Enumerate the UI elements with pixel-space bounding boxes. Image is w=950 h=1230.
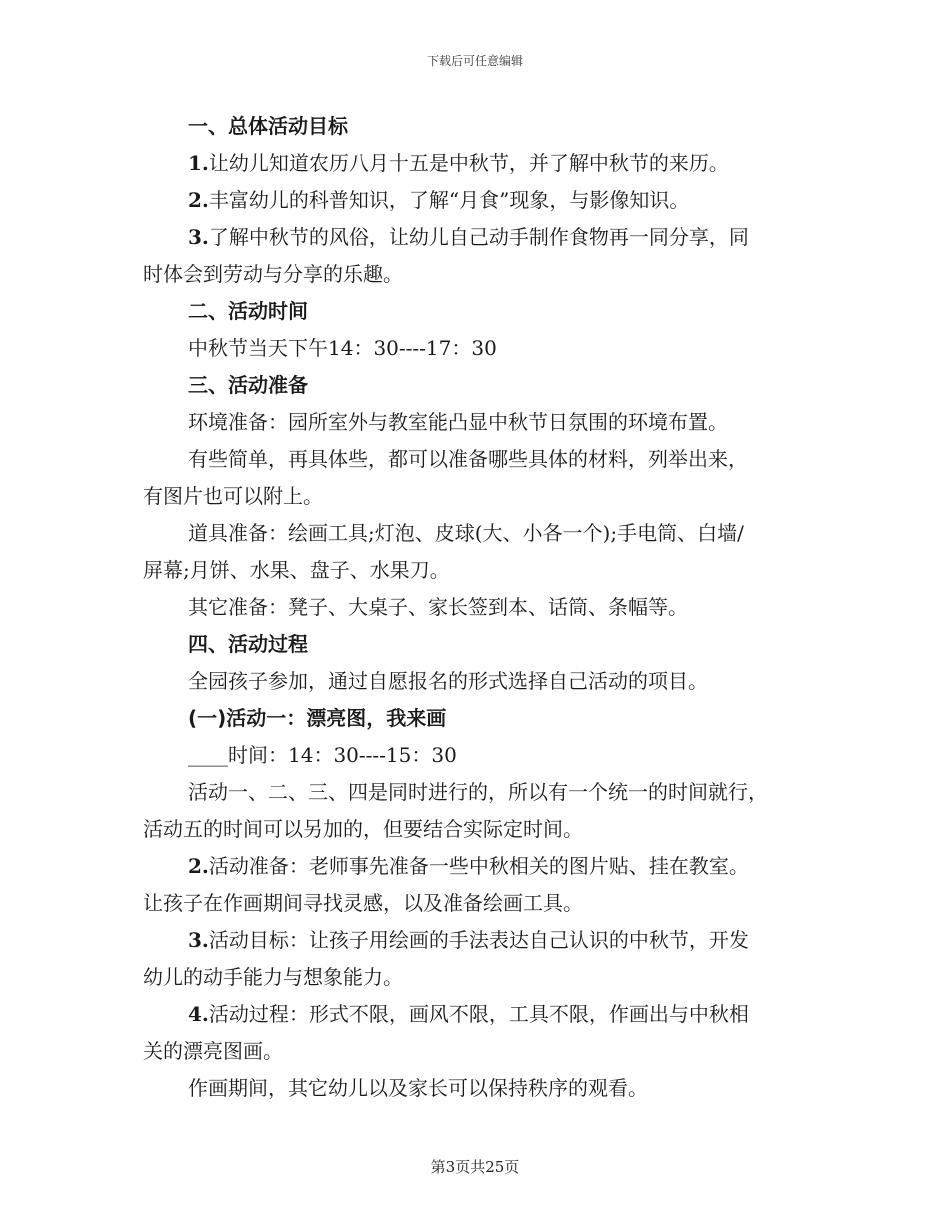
line-text: 二、活动时间 [188,299,308,323]
line-text: 道具准备：绘画工具;灯泡、皮球(大、小各一个);手电筒、白墙/ [188,521,744,545]
paragraph-line [143,182,808,219]
paragraph-line [143,1070,808,1107]
document-body [143,108,808,1107]
section-heading [143,626,808,663]
paragraph-line [143,404,808,441]
paragraph-line [143,441,808,478]
line-text: ____时间：14：30----15：30 [188,743,457,767]
line-text: 中秋节当天下午14：30----17：30 [188,336,497,360]
list-number: 4. [188,1002,209,1026]
paragraph-line [143,811,808,848]
line-text: 作画期间，其它幼儿以及家长可以保持秩序的观看。 [188,1076,648,1100]
paragraph-line [143,552,808,589]
section-heading [143,367,808,404]
line-text: 其它准备：凳子、大桌子、家长签到本、话筒、条幅等。 [188,595,688,619]
page-number: 第3页共25页 [430,1158,520,1176]
line-text: 了解中秋节的风俗，让幼儿自己动手制作食物再一同分享，同 [208,225,749,249]
section-heading [143,108,808,145]
line-text: 活动五的时间可以另加的，但要结合实际定时间。 [143,817,583,841]
paragraph-line [143,330,808,367]
paragraph-line [143,589,808,626]
page-header-note: 下载后可任意编辑 [426,54,523,68]
line-text: 让幼儿知道农历八月十五是中秋节，并了解中秋节的来历。 [208,151,729,175]
line-text: 时体会到劳动与分享的乐趣。 [143,262,403,286]
paragraph-line [143,737,808,774]
paragraph-line [143,256,808,293]
line-text: 有图片也可以附上。 [143,484,323,508]
paragraph-line [143,885,808,922]
line-text: 让孩子在作画期间寻找灵感，以及准备绘画工具。 [143,891,583,915]
list-number: 2. [188,854,209,878]
line-text: 一、总体活动目标 [188,114,348,138]
line-text: 活动过程：形式不限，画风不限，工具不限，作画出与中秋相 [208,1002,749,1026]
paragraph-line [143,848,808,885]
section-heading [143,700,808,737]
paragraph-line [143,663,808,700]
line-text: (一)活动一：漂亮图，我来画 [188,706,447,730]
line-text: 全园孩子参加，通过自愿报名的形式选择自己活动的项目。 [188,669,708,693]
line-text: 屏幕;月饼、水果、盘子、水果刀。 [143,558,450,582]
line-text: 三、活动准备 [188,373,308,397]
line-text: 活动准备：老师事先准备一些中秋相关的图片贴、挂在教室。 [208,854,749,878]
line-text: 环境准备：园所室外与教室能凸显中秋节日氛围的环境布置。 [188,410,728,434]
paragraph-line [143,219,808,256]
list-number: 2. [188,188,209,212]
list-number: 3. [188,225,209,249]
paragraph-line [143,1033,808,1070]
list-number: 3. [188,928,209,952]
line-text: 四、活动过程 [188,632,308,656]
paragraph-line [143,959,808,996]
paragraph-line [143,996,808,1033]
paragraph-line [143,145,808,182]
line-text: 幼儿的动手能力与想象能力。 [143,965,403,989]
line-text: 有些简单，再具体些，都可以准备哪些具体的材料，列举出来， [188,447,748,471]
line-text: 活动一、二、三、四是同时进行的，所以有一个统一的时间就行， [188,780,768,804]
paragraph-line [143,515,808,552]
paragraph-line [143,478,808,515]
list-number: 1. [188,151,209,175]
line-text: 关的漂亮图画。 [143,1039,283,1063]
paragraph-line [143,774,808,811]
paragraph-line [143,922,808,959]
line-text: 活动目标：让孩子用绘画的手法表达自己认识的中秋节，开发 [208,928,749,952]
section-heading [143,293,808,330]
line-text: 丰富幼儿的科普知识，了解“月食”现象，与影像知识。 [208,188,690,212]
